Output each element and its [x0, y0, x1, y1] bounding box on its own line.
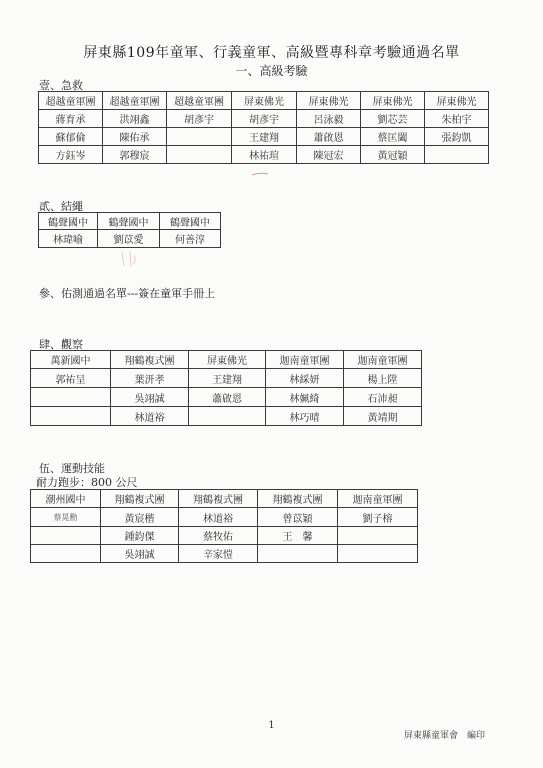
table-cell: 林道裕	[179, 508, 258, 527]
column-header: 屏東佛光	[297, 92, 361, 110]
document-title: 屏東縣109年童軍、行義童軍、高級暨專科章考驗通過名單	[83, 45, 460, 61]
table-row	[31, 527, 418, 545]
knots-table	[38, 212, 221, 248]
table-header-row	[31, 351, 422, 369]
table-cell	[31, 527, 101, 545]
column-header: 屏東佛光	[189, 351, 266, 369]
table-cell: 黃冠穎	[361, 146, 425, 164]
column-header: 超越童軍團	[167, 92, 232, 110]
table-row	[39, 128, 489, 146]
table-cell: 朱柏宇	[425, 110, 489, 128]
column-header: 萬新國中	[31, 351, 111, 369]
table-cell: 王建翔	[189, 369, 266, 388]
table-row	[31, 407, 422, 426]
table-cell: 劉芯芸	[361, 110, 425, 128]
table-cell	[31, 545, 101, 563]
table-row	[39, 146, 489, 164]
table-cell: 胡彥宇	[167, 110, 232, 128]
table-cell: 蔣育承	[39, 110, 103, 128]
table-cell: 蔡晃勳	[31, 508, 101, 527]
table-row	[39, 230, 221, 248]
section-heading-first-aid: 壹、急救	[39, 79, 83, 92]
table-cell	[167, 128, 232, 146]
column-header: 鶴聲國中	[39, 213, 98, 230]
table-cell: 林道裕	[111, 407, 189, 426]
table-cell: 蔡牧佑	[179, 527, 258, 545]
table-cell: 呂泳毅	[297, 110, 361, 128]
table-cell: 方鈺岑	[39, 146, 103, 164]
table-cell: 曾苡穎	[258, 508, 338, 527]
document-subtitle: 一、高級考驗	[235, 64, 308, 78]
column-header: 迦南童軍團	[338, 490, 418, 508]
table-cell: 蕭啟恩	[189, 388, 266, 407]
footer-publisher: 屏東縣童軍會 編印	[404, 731, 486, 741]
section-heading-estimation: 參、佑測通過名單---簽在童軍手冊上	[39, 287, 216, 300]
table-cell: 楊上陞	[344, 369, 422, 388]
table-cell: 林祐瑄	[232, 146, 297, 164]
column-header: 翔鶴複式團	[179, 490, 258, 508]
table-cell: 王建翔	[232, 128, 297, 146]
column-header: 屏東佛光	[361, 92, 425, 110]
scan-mark	[250, 170, 270, 178]
table-cell: 郭祐呈	[31, 369, 111, 388]
table-header-row	[39, 92, 489, 110]
table-row	[31, 388, 422, 407]
column-header: 屏東佛光	[232, 92, 297, 110]
table-cell: 林瑋喻	[39, 230, 98, 248]
column-header: 屏東佛光	[425, 92, 489, 110]
column-header: 鶴聲國中	[98, 213, 160, 230]
table-cell: 陳冠宏	[297, 146, 361, 164]
table-cell	[31, 388, 111, 407]
section-heading-observation: 肆、觀察	[39, 338, 83, 351]
table-cell: 黃宸楷	[101, 508, 179, 527]
first-aid-table	[38, 91, 489, 164]
table-row	[31, 369, 422, 388]
page-number: 1	[268, 720, 275, 731]
table-cell: 林姵綺	[266, 388, 344, 407]
table-header-row	[31, 490, 418, 508]
table-cell: 石沛昶	[344, 388, 422, 407]
table-cell: 劉子榕	[338, 508, 418, 527]
table-cell: 吳翊誠	[111, 388, 189, 407]
table-cell: 胡彥宇	[232, 110, 297, 128]
table-cell	[258, 545, 338, 563]
table-cell: 郭穆宸	[103, 146, 167, 164]
scan-mark	[118, 248, 140, 270]
column-header: 翔鶴複式團	[111, 351, 189, 369]
table-cell: 張鈞凱	[425, 128, 489, 146]
table-cell	[189, 407, 266, 426]
table-cell: 蕭啟恩	[297, 128, 361, 146]
table-cell: 王 馨	[258, 527, 338, 545]
table-cell	[338, 527, 418, 545]
sports-table	[30, 489, 418, 563]
table-cell: 辛家愷	[179, 545, 258, 563]
section-heading-sports: 伍、運動技能	[39, 462, 105, 475]
table-cell: 吳翊誠	[101, 545, 179, 563]
table-cell: 林綵妍	[266, 369, 344, 388]
table-row	[39, 110, 489, 128]
column-header: 潮州國中	[31, 490, 101, 508]
table-cell: 蘇郁倫	[39, 128, 103, 146]
table-header-row	[39, 213, 221, 230]
column-header: 迦南童軍團	[344, 351, 422, 369]
section-heading-knots: 貳、結繩	[39, 200, 83, 213]
column-header: 超越童軍團	[39, 92, 103, 110]
table-cell	[31, 407, 111, 426]
table-row	[31, 508, 418, 527]
column-header: 翔鶴複式團	[258, 490, 338, 508]
table-cell: 洪翊鑫	[103, 110, 167, 128]
table-cell	[425, 146, 489, 164]
table-cell: 何善淳	[160, 230, 221, 248]
table-row	[31, 545, 418, 563]
table-cell: 劉苡愛	[98, 230, 160, 248]
table-cell	[167, 146, 232, 164]
table-cell: 鍾鈞傑	[101, 527, 179, 545]
table-cell: 葉汧孝	[111, 369, 189, 388]
column-header: 鶴聲國中	[160, 213, 221, 230]
table-cell	[338, 545, 418, 563]
table-cell: 黃靖期	[344, 407, 422, 426]
section-subheading-running: 耐力跑步：800 公尺	[36, 476, 138, 489]
observation-table	[30, 350, 422, 426]
table-cell: 林巧晴	[266, 407, 344, 426]
table-cell: 蔡匡闔	[361, 128, 425, 146]
column-header: 超越童軍團	[103, 92, 167, 110]
column-header: 翔鶴複式團	[101, 490, 179, 508]
table-cell: 陳佑承	[103, 128, 167, 146]
column-header: 迦南童軍團	[266, 351, 344, 369]
